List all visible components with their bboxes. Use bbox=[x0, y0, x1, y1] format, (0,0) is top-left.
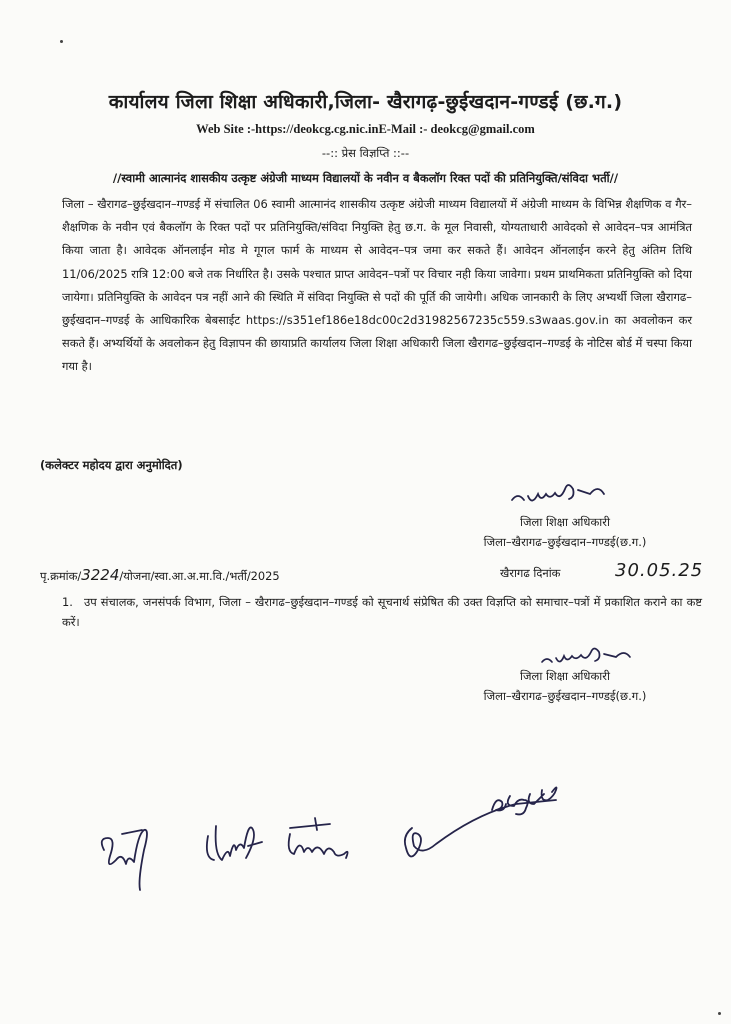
notice-body: जिला – खैरागढ–छुईखदान–गण्डई में संचालित 06 स्वामी आत्मानंद शासकीय उत्कृष्ट अंग्रेजी माध्यम विद्यालयों में अंग्रेजी माध्यम के विभिन्न शैक्षणिक व गैर–शैक्षणिक के नवीन एवं बैकलॉग के रिक्त पदों पर प्रतिनियुक्ति/संविदा नियुक्ति हेतु छ.ग. के मूल निवासी, योग्यताधारी आवेदको से आवेदन–पत्र आमंत्रित किया जाता है। आवेदक ऑनलाईन मोड मे गूगल फार्म के माध्यम से आवेदन–पत्र जमा कर सकते हैं। आवेदन ऑनलाईन करने हेतु अंतिम तिथि 11/06/2025 रात्रि 12:00 बजे तक निर्धारित है। उसके पश्चात प्राप्त आवेदन–पत्रों पर विचार नही किया जावेगा। प्रथम प्राथमिकता प्रतिनियुक्ति को दिया जायेगा। प्रतिनियुक्ति के आवेदन पत्र नहीं आने की स्थिति में संविदा नियुक्ति से पदों की पूर्ति की जायेगी। अधिक जानकारी के लिए अभ्यर्थी जिला खैरागढ–छुईखदान–गण्डई के आधिकारिक बेबसाईट https://s351ef186e18dc00c2d31982567235c559.s3waas.gov.in का अवलोकन कर सकते हैं। अभ्यर्थियों के अवलोकन हेतु विज्ञापन की छायाप्रति कार्यालय जिला शिक्षा अधिकारी जिला खैरागढ–छुईखदान–गण्डई के नोटिस बोर्ड में चस्पा किया गया है। bbox=[62, 197, 692, 374]
reference-prefix: पृ.क्रमांक/ bbox=[40, 569, 82, 583]
notice-subject: //स्वामी आत्मानंद शासकीय उत्कृष्ट अंग्रेजी माध्यम विद्यालयों के नवीन व बैकलॉग रिक्त पदों की प्रतिनियुक्ति/संविदा भर्ती// bbox=[112, 171, 619, 185]
signature-2-district: जिला–खैरागढ–छुईखदान–गण्डई(छ.ग.) bbox=[483, 689, 647, 703]
copy-to-item bbox=[62, 592, 702, 632]
approval-note: (कलेक्टर महोदय द्वारा अनुमोदित) bbox=[40, 458, 183, 472]
issue-date: 30.05.25 bbox=[615, 560, 704, 581]
copy-to-text: उप संचालक, जनसंपर्क विभाग, जिला – खैरागढ–छुईखदान–गण्डई को सूचनार्थ संप्रेषित की उक्त विज्ञप्ति को समाचार–पत्रों में प्रकाशित कराने का कष्ट करें। bbox=[62, 595, 702, 629]
date-label: खैरागढ दिनांक bbox=[500, 566, 561, 580]
signature-1-designation: जिला शिक्षा अधिकारी bbox=[520, 515, 610, 529]
reference-line bbox=[40, 566, 280, 584]
paper-speck bbox=[60, 40, 63, 43]
signature-block-2 bbox=[450, 666, 680, 706]
committee-signatures bbox=[90, 790, 610, 900]
officer-signature bbox=[508, 484, 638, 514]
copy-to-number: 1. bbox=[62, 595, 73, 609]
office-contact: Web Site :-https://deokcg.cg.nic.inE-Mail :- deokcg@gmail.com bbox=[196, 122, 535, 136]
press-release-label: --:: प्रेस विज्ञप्ति ::-- bbox=[321, 146, 410, 160]
office-title: कार्यालय जिला शिक्षा अधिकारी,जिला- खैरागढ़-छुईखदान-गण्डई (छ.ग.) bbox=[108, 91, 623, 113]
signature-2-designation: जिला शिक्षा अधिकारी bbox=[520, 669, 610, 683]
reference-number: 3224 bbox=[81, 566, 120, 584]
signature-block-1 bbox=[450, 512, 680, 552]
reference-suffix: /योजना/स्वा.आ.अ.मा.वि./भर्ती/2025 bbox=[119, 569, 280, 583]
paper-speck bbox=[718, 1012, 721, 1015]
signature-1-district: जिला–खैरागढ–छुईखदान–गण्डई(छ.ग.) bbox=[483, 535, 647, 549]
